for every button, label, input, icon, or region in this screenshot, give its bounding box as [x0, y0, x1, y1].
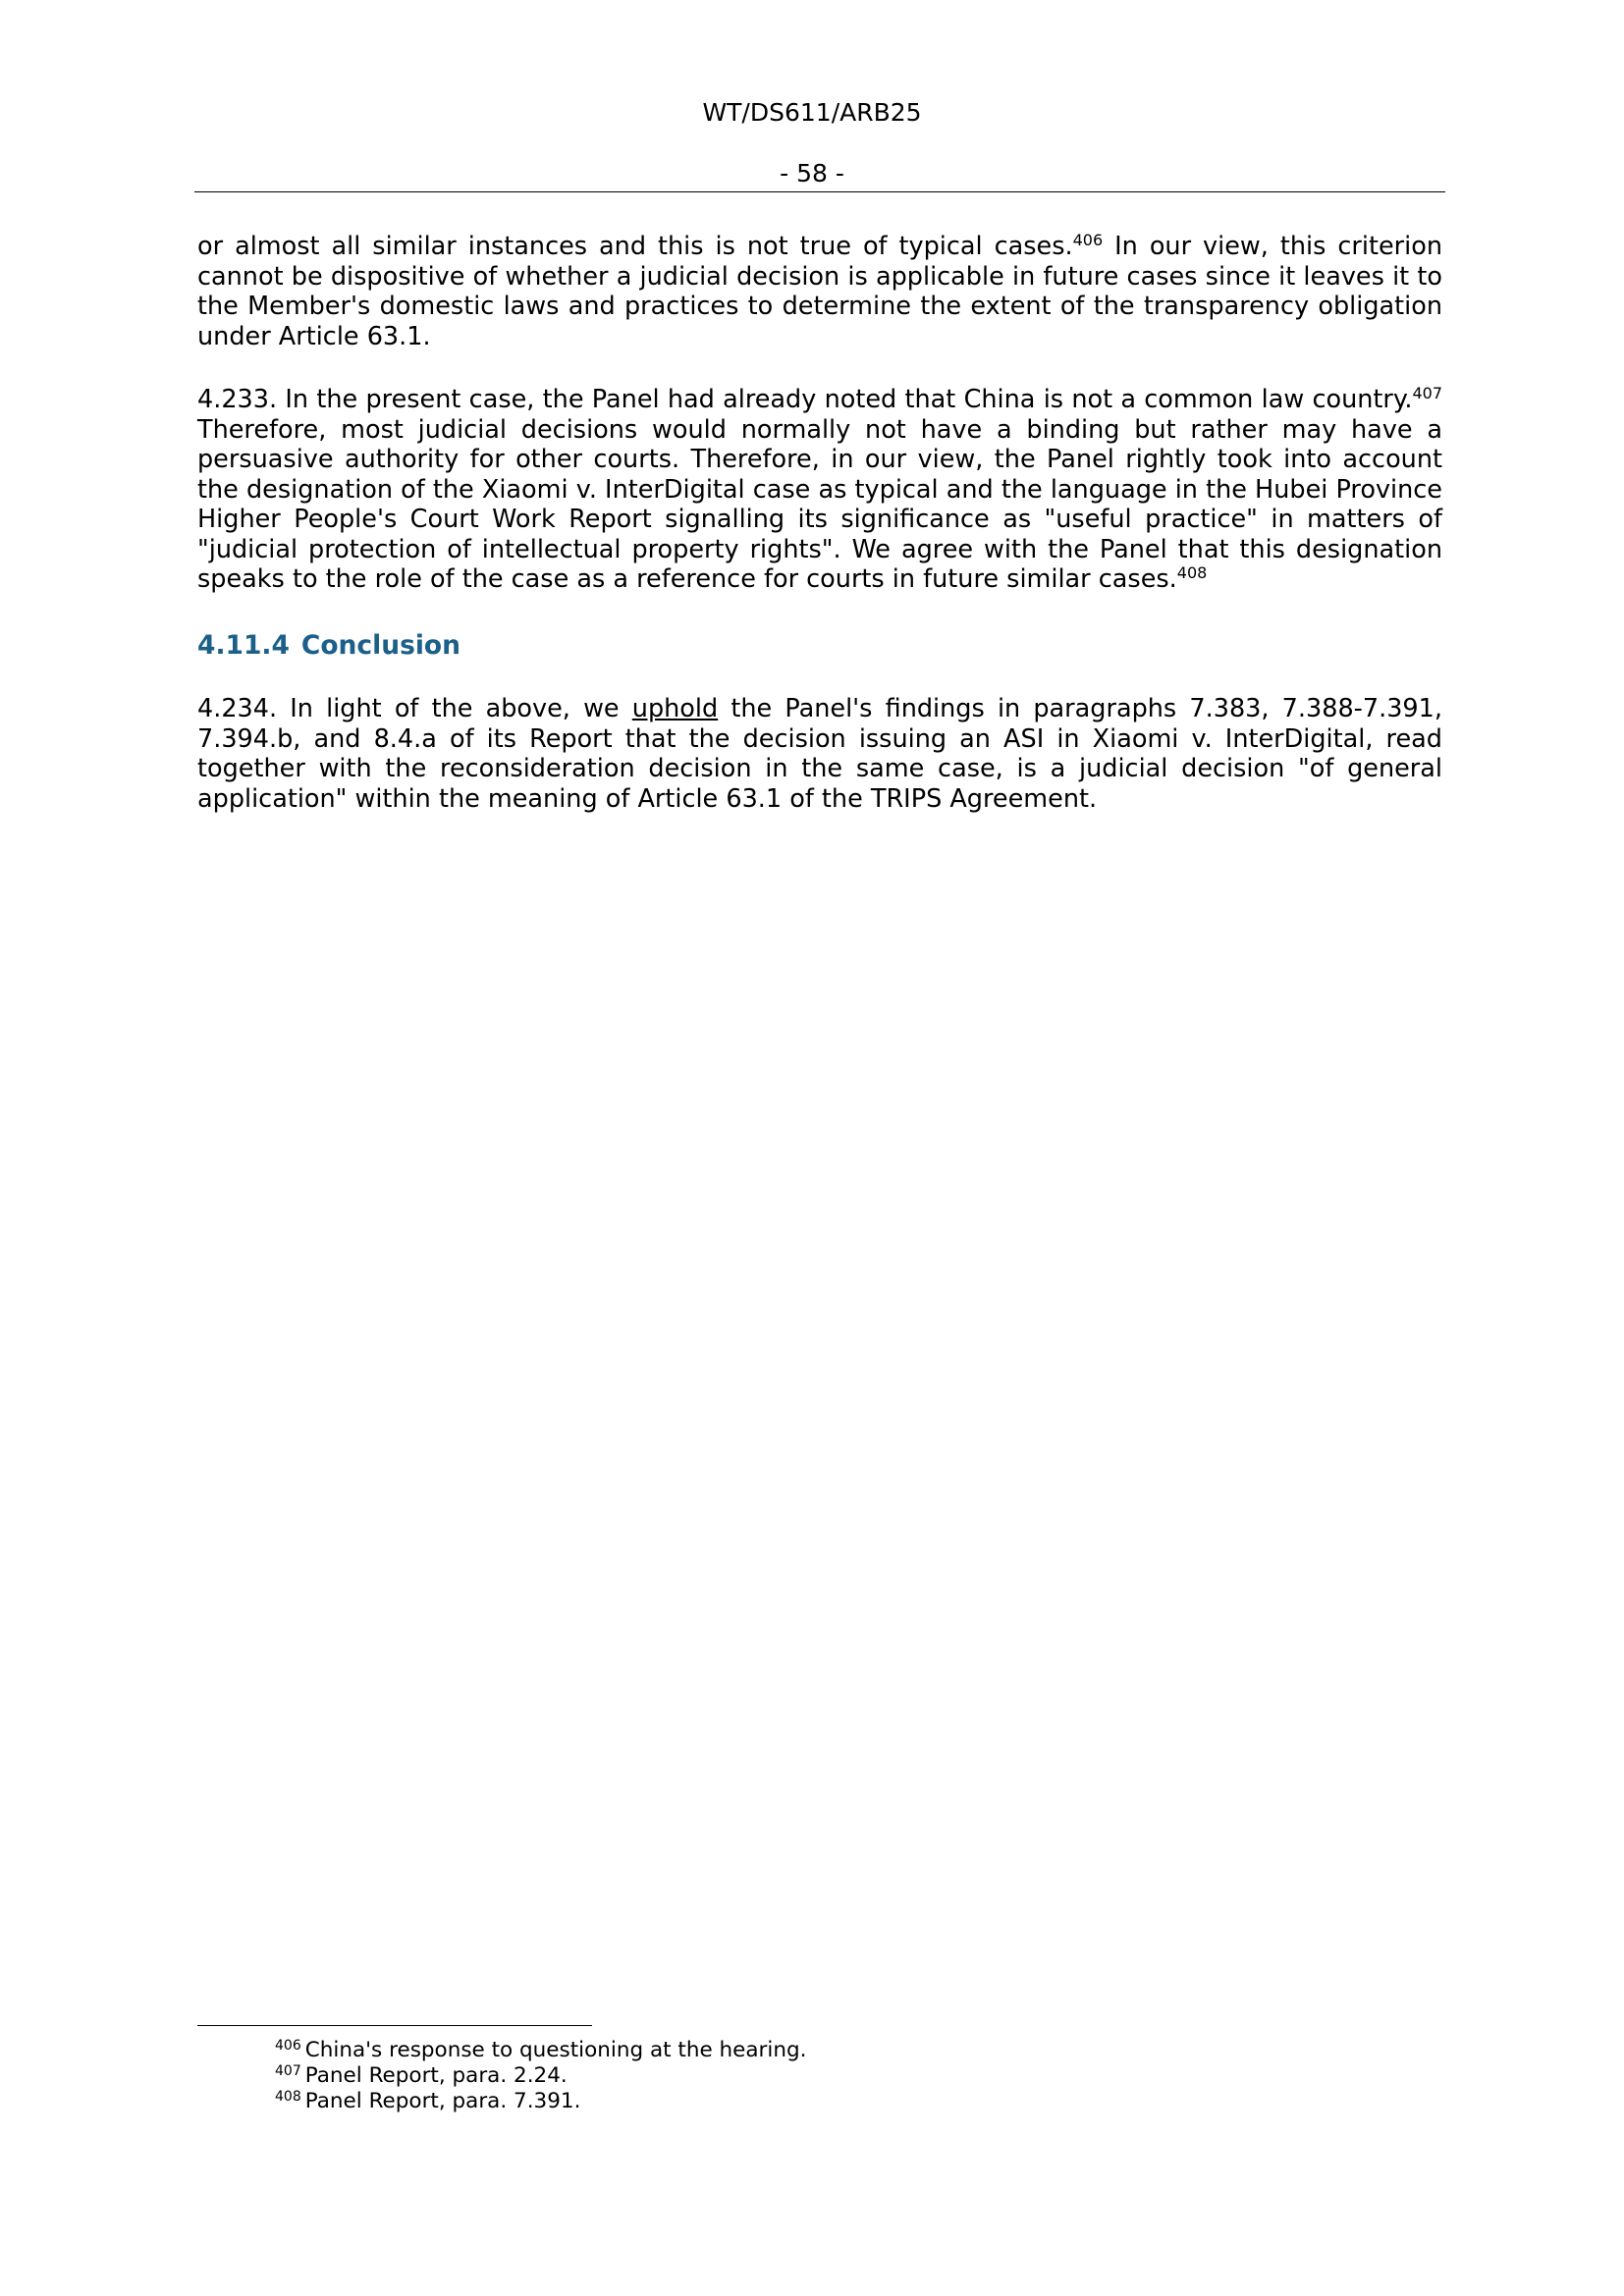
- footnote-divider: [197, 2025, 592, 2026]
- paragraph-text: 4.234. In light of the above, we: [197, 694, 632, 723]
- footnote-406: [275, 2038, 806, 2063]
- footnote-text: Panel Report, para. 2.24.: [304, 2063, 568, 2088]
- paragraph-text: or almost all similar instances and this is not true of typical cases.: [197, 232, 1073, 261]
- footnote-text: China's response to questioning at the hearing.: [304, 2038, 807, 2062]
- paragraph-continuation: [197, 232, 1442, 351]
- footnote-text: Panel Report, para. 7.391.: [304, 2089, 581, 2113]
- footnote-number: 406: [275, 2038, 301, 2054]
- paragraph-text: In our view, this criterion cannot be dispositive of whether a judicial decision is applicable in future cases since it leaves it to the Member's domestic laws and practices to determine the extent of the transparency obligation under Article 63.1.: [197, 232, 1442, 351]
- section-number: 4.11.4: [197, 630, 290, 661]
- section-heading: [197, 630, 460, 662]
- footnote-number: 407: [275, 2063, 301, 2079]
- footnote-reference[interactable]: 407: [1412, 384, 1442, 402]
- footnote-408: [275, 2089, 580, 2114]
- paragraph-4-234: [197, 694, 1442, 814]
- section-title: Conclusion: [300, 630, 460, 661]
- footnote-number: 408: [275, 2089, 301, 2105]
- paragraph-text: Therefore, most judicial decisions would normally not have a binding but rather may have a persuasive authority for other courts. Therefore, in our view, the Panel rightly took into account the designation of the Xiaomi v. InterDigital case as typical and the language in the Hubei Province Higher People's Court Work Report signalling its significance as "useful practice" in matters of "judicial protection of intellectual property rights". We agree with the Panel that this designation speaks to the role of the case as a reference for courts in future similar cases.: [197, 414, 1442, 594]
- paragraph-4-233: [197, 385, 1442, 595]
- paragraph-text: 4.233. In the present case, the Panel had already noted that China is not a common law country.: [197, 385, 1413, 414]
- footnote-reference[interactable]: 406: [1072, 231, 1104, 249]
- footnote-407: [275, 2063, 568, 2089]
- document-code: WT/DS611/ARB25: [702, 98, 922, 127]
- footnote-reference[interactable]: 408: [1176, 563, 1208, 582]
- underlined-term: uphold: [631, 694, 719, 723]
- page-number: - 58 -: [780, 159, 844, 187]
- header-divider: [194, 191, 1445, 192]
- paragraph-text: the Panel's findings in paragraphs 7.383, 7.388-7.391, 7.394.b, and 8.4.a of its Report that the decision issuing an ASI in Xiaomi v. InterDigital, read together with the reconsideration decision in the same case, is a judicial decision "of general application" within the meaning of Article 63.1 of the TRIPS Agreement.: [197, 694, 1442, 814]
